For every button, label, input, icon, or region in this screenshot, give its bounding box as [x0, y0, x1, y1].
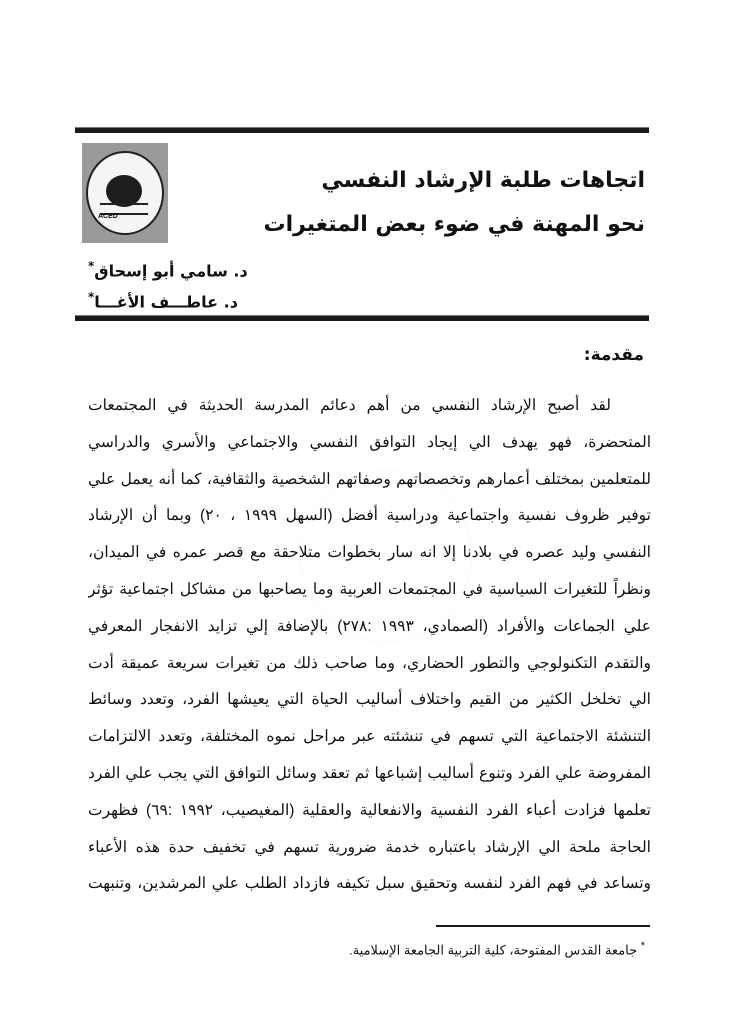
footnote-affiliation [349, 940, 645, 958]
body-line: تعلمها فزادت أعباء الفرد النفسية والانفعالية والعقلية (المغيصيب، ١٩٩٢ :٦٩) فظهرت [88, 801, 651, 819]
logo-acronym: ACED [98, 213, 118, 220]
author-1 [88, 259, 248, 280]
paper-title-line-2: نحو المهنة في ضوء بعض المتغيرات [263, 212, 645, 237]
body-line: المفروضة علي الفرد وتنوع أساليب إشباعها ثم تعقد وسائل التوافق التي يجب علي الفرد [88, 764, 651, 782]
author-2-footnote-marker: * [88, 290, 95, 304]
header-bottom-rule [75, 315, 649, 321]
body-line: والتقدم التكنولوجي والتطور الحضاري، وما صاحب ذلك من تغيرات سريعة عميقة أدت [88, 654, 651, 672]
body-line: وتساعد في فهم الفرد لنفسه وتحقيق سبل تكيفه فازداد الطلب علي المرشدين، وتنبهت [88, 875, 651, 893]
author-2 [88, 290, 238, 311]
body-line: توفير ظروف نفسية واجتماعية ودراسية أفضل (السهل ١٩٩٩ ، ٢٠) وبما أن الإرشاد [88, 507, 651, 525]
header-top-rule [75, 127, 649, 133]
footnote-text: جامعة القدس المفتوحة، كلية التربية الجامعة الإسلامية. [349, 942, 638, 958]
body-line: الحاجة ملحة الي الإرشاد باعتباره خدمة ضرورية تسهم في تخفيف حدة هذه الأعباء [88, 838, 651, 856]
journal-logo-icon [86, 151, 164, 235]
body-line: المتحضرة، فهو يهدف الي إيجاد التوافق النفسي والاجتماعي والأسري والدراسي [88, 433, 651, 451]
paper-title-line-1: اتجاهات طلبة الإرشاد النفسي [321, 168, 645, 193]
author-1-footnote-marker: * [88, 259, 95, 273]
body-line: الي تخلخل الكثير من القيم واختلاف أساليب الحياة التي يعيشها الفرد، وتعدد وسائط [88, 691, 651, 709]
body-paragraph [88, 388, 651, 903]
author-1-name: د. سامي أبو إسحاق [94, 261, 248, 281]
body-line: علي الجماعات والأفراد (الصمادي، ١٩٩٣ :٢٧٨) بالإضافة إلي تزايد الانفجار المعرفي [88, 617, 651, 635]
author-2-name: د. عاطـــف الأغـــا [94, 292, 238, 312]
footnote-separator [436, 925, 650, 927]
body-line: ونظراً للتغيرات السياسية في المجتمعات العربية وما يصاحبها من مشاكل اجتماعية تؤثر [88, 580, 651, 598]
journal-logo [82, 143, 168, 243]
body-line: لقد أصبح الإرشاد النفسي من أهم دعائم المدرسة الحديثة في المجتمعات [88, 397, 611, 414]
body-line: للمتعلمين بمختلف أعمارهم وتخصصاتهم وصفاتهم الشخصية والثقافية، كما أنه يعمل علي [88, 470, 651, 488]
body-line: النفسي وليد عصره في بلادنا إلا انه سار بخطوات متلاحقة مع قصر عمره في الميدان، [88, 544, 651, 562]
footnote-marker: * [640, 940, 645, 952]
section-heading-introduction: مقدمة: [583, 345, 644, 365]
body-line: التنشئة الاجتماعية التي تسهم في تنشئته عبر مراحل نموه المختلفة، وتعدد الالتزامات [88, 728, 651, 746]
